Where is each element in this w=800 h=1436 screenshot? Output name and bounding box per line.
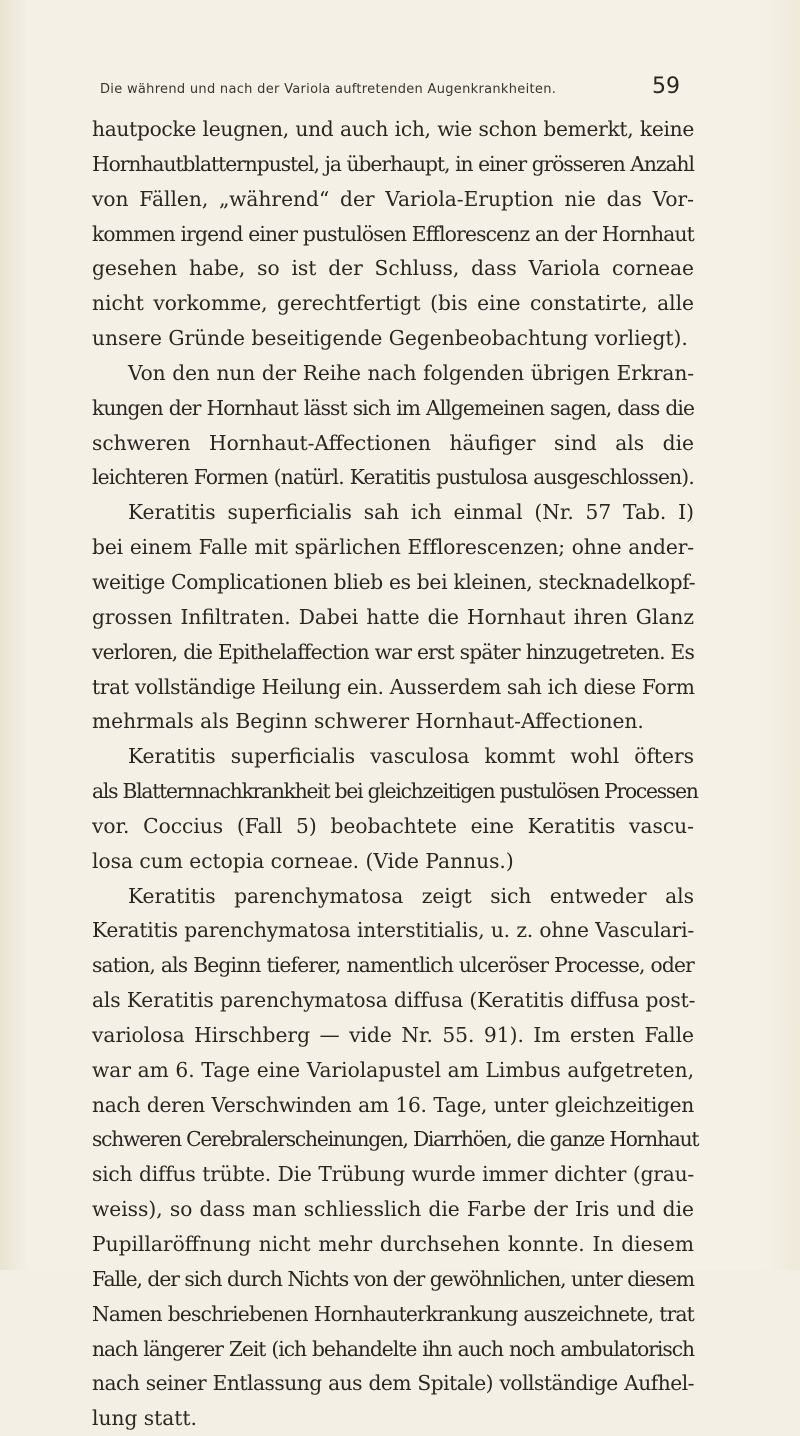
page-header xyxy=(100,74,680,102)
text-line: Pupillaröffnung nicht mehr durchsehen konnte. In diesem xyxy=(92,1232,694,1256)
text-line: sich diffus trübte. Die Trübung wurde immer dichter (grau- xyxy=(92,1162,694,1187)
text-line: Keratitis superficialis sah ich einmal (Nr. 57 Tab. I) xyxy=(128,500,694,525)
text-line: schweren Hornhaut-Affectionen häufiger sind als die xyxy=(92,430,694,455)
page-number: 59 xyxy=(652,74,680,99)
text-line: Falle, der sich durch Nichts von der gewöhnlichen, unter diesem xyxy=(92,1266,694,1291)
text-line: nach deren Verschwinden am 16. Tage, unter gleichzeitigen xyxy=(92,1092,694,1117)
text-line: verloren, die Epithelaffection war erst später hinzugetreten. Es xyxy=(92,639,694,664)
text-line: nach längerer Zeit (ich behandelte ihn auch noch ambulatorisch xyxy=(92,1336,694,1361)
text-line: vor. Coccius (Fall 5) beobachtete eine Keratitis vascu- xyxy=(92,813,694,838)
text-line: Keratitis parenchymatosa interstitialis, u. z. ohne Vasculari- xyxy=(92,918,694,943)
text-line: gesehen habe, so ist der Schluss, dass Variola corneae xyxy=(92,256,694,281)
text-line: bei einem Falle mit spärlichen Efflorescenzen; ohne ander- xyxy=(92,535,694,560)
text-line: kommen irgend einer pustulösen Efflorescenz an der Hornhaut xyxy=(92,221,694,246)
text-line: als Keratitis parenchymatosa diffusa (Keratitis diffusa post- xyxy=(92,988,696,1013)
text-line: Hornhautblatternpustel, ja überhaupt, in einer grösseren Anzahl xyxy=(92,151,694,176)
text-line: Namen beschriebenen Hornhauterkrankung auszeichnete, trat xyxy=(92,1301,694,1326)
text-line: als Blatternnachkrankheit bei gleichzeitigen pustulösen Processen xyxy=(92,779,698,804)
text-line: Keratitis superficialis vasculosa kommt wohl öfters xyxy=(128,744,694,769)
text-line: losa cum ectopia corneae. (Vide Pannus.) xyxy=(92,848,514,873)
body-text xyxy=(92,112,699,1436)
text-line: nicht vorkomme, gerechtfertigt (bis eine constatirte, alle xyxy=(92,291,694,316)
text-line: variolosa Hirschberg — vide Nr. 55. 91). Im ersten Falle xyxy=(92,1022,694,1047)
text-line: lung statt. xyxy=(92,1406,197,1431)
text-line: Keratitis parenchymatosa zeigt sich entweder als xyxy=(128,883,694,908)
text-line: leichteren Formen (natürl. Keratitis pustulosa ausgeschlossen). xyxy=(92,465,694,490)
running-head: Die während und nach der Variola auftretenden Augenkrankheiten. xyxy=(100,82,557,97)
text-line: kungen der Hornhaut lässt sich im Allgemeinen sagen, dass die xyxy=(92,395,694,420)
text-line: nach seiner Entlassung aus dem Spitale) vollständige Aufhel- xyxy=(92,1371,694,1396)
text-line: von Fällen, „während“ der Variola-Eruption nie das Vor- xyxy=(92,186,694,211)
text-line: Von den nun der Reihe nach folgenden übrigen Erkran- xyxy=(128,360,694,385)
text-line: hautpocke leugnen, und auch ich, wie schon bemerkt, keine xyxy=(92,117,694,141)
text-line: weiss), so dass man schliesslich die Farbe der Iris und die xyxy=(92,1197,694,1222)
text-line: sation, als Beginn tieferer, namentlich ulceröser Processe, oder xyxy=(92,953,694,978)
text-line: grossen Infiltraten. Dabei hatte die Hornhaut ihren Glanz xyxy=(92,604,694,629)
text-line: war am 6. Tage eine Variolapustel am Limbus aufgetreten, xyxy=(92,1057,694,1082)
text-line: weitige Complicationen blieb es bei kleinen, stecknadelkopf- xyxy=(92,569,696,594)
text-line: schweren Cerebralerscheinungen, Diarrhöen, die ganze Hornhaut xyxy=(92,1127,699,1152)
text-line: unsere Gründe beseitigende Gegenbeobachtung vorliegt). xyxy=(92,326,688,351)
text-line: trat vollständige Heilung ein. Ausserdem sah ich diese Form xyxy=(92,674,695,699)
text-line: mehrmals als Beginn schwerer Hornhaut-Affectionen. xyxy=(92,709,644,734)
